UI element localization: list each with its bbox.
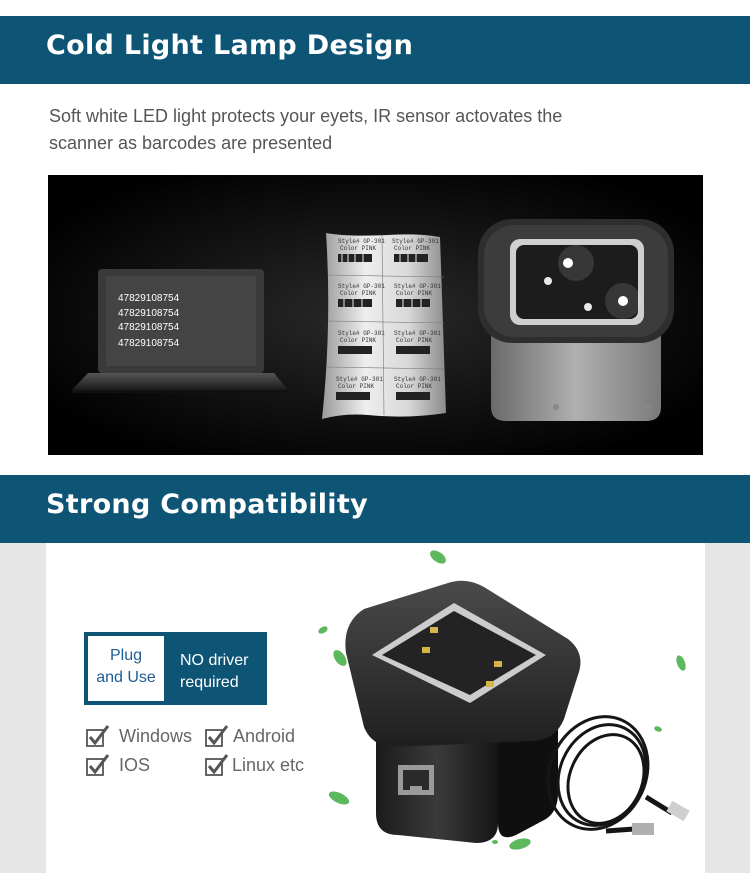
label-style-text: Style# GP-301 — [338, 330, 385, 337]
label-style-text: Style# GP-301 — [338, 238, 385, 245]
label-style-text: Style# GP-301 — [394, 330, 441, 337]
description-line: Soft white LED light protects your eyets, IR sensor actovates the — [49, 106, 563, 126]
no-driver-label — [180, 650, 248, 694]
os-label: Linux etc — [232, 754, 305, 775]
label-color-text: Color PINK — [340, 245, 377, 252]
label-color-text: Color PINK — [338, 383, 375, 390]
scanner-product-illustration — [46, 543, 705, 873]
compatibility-panel — [46, 543, 705, 873]
plug-and-use-badge — [84, 632, 267, 705]
laptop-screen-line: 47829108754 — [118, 338, 180, 349]
checkbox-checked-icon — [205, 753, 229, 777]
laptop-screen-line: 47829108754 — [118, 293, 180, 304]
section-banner-cold-light — [0, 16, 750, 84]
label-color-text: Color PINK — [396, 337, 433, 344]
plug-and-use-label — [88, 636, 164, 701]
label-color-text: Color PINK — [396, 290, 433, 297]
laptop-screen-line: 47829108754 — [118, 322, 180, 333]
section-description — [49, 103, 649, 157]
product-demo-illustration — [48, 175, 703, 455]
os-item-ios — [86, 753, 150, 777]
os-item-linux — [205, 753, 304, 777]
laptop-image — [72, 269, 288, 393]
label-style-text: Style# GP-301 — [338, 283, 385, 290]
label-style-text: Style# GP-301 — [336, 376, 383, 383]
section-title: Strong Compatibility — [46, 489, 368, 520]
label-color-text: Color PINK — [340, 290, 377, 297]
os-label: Windows — [119, 725, 193, 746]
section-title: Cold Light Lamp Design — [46, 30, 414, 61]
label-color-text: Color PINK — [394, 245, 431, 252]
product-demo-image — [48, 175, 703, 455]
checkbox-checked-icon — [86, 753, 110, 777]
barcode-labels-image — [322, 233, 446, 419]
label-style-text: Style# GP-301 — [394, 283, 441, 290]
driver-line: NO driver — [180, 652, 249, 669]
checkbox-checked-icon — [86, 724, 110, 748]
os-item-windows — [86, 724, 192, 748]
laptop-screen-line: 47829108754 — [118, 308, 180, 319]
description-line: scanner as barcodes are presented — [49, 133, 333, 153]
plug-line: Plug — [109, 647, 143, 664]
section-banner-compatibility — [0, 475, 750, 543]
plug-line: and Use — [96, 669, 156, 686]
os-label: Android — [233, 725, 296, 746]
checkbox-checked-icon — [205, 724, 229, 748]
os-label: IOS — [119, 754, 151, 775]
label-style-text: Style# GP-301 — [392, 238, 439, 245]
scanner-lit-image — [478, 219, 674, 421]
compatibility-section-bg — [0, 543, 750, 873]
label-style-text: Style# GP-301 — [394, 376, 441, 383]
label-color-text: Color PINK — [396, 383, 433, 390]
driver-line: required — [180, 674, 239, 691]
label-color-text: Color PINK — [340, 337, 377, 344]
os-item-android — [205, 724, 295, 748]
